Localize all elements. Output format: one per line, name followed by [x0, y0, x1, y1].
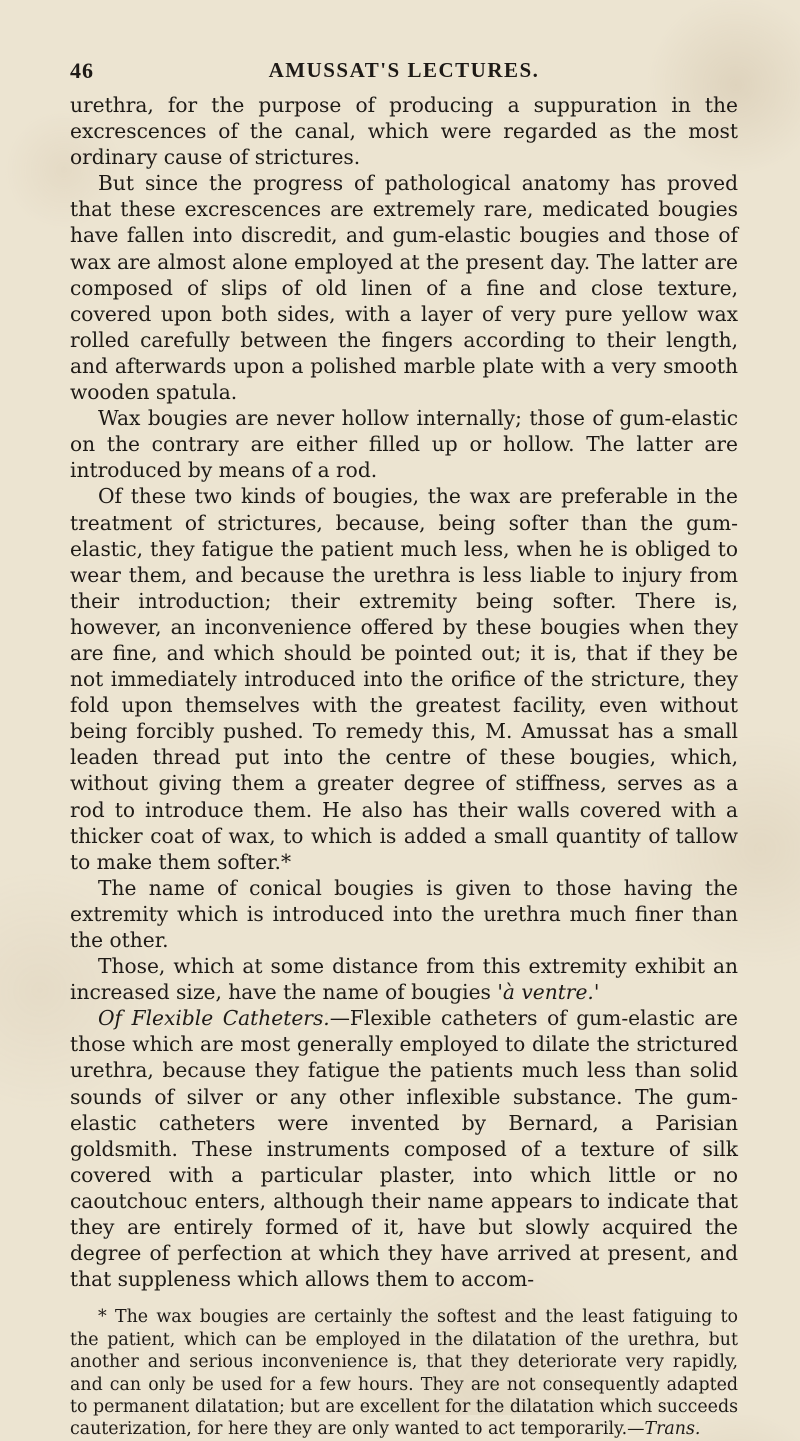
footnote-block [70, 1306, 738, 1440]
section-heading-flexible-catheters: Of Flexible Catheters. [98, 1006, 330, 1031]
page-number: 46 [70, 58, 94, 83]
a-ventre-text: Those, which at some distance from this extremity exhibit an increased size, have the name of bougies [70, 954, 738, 1005]
paragraph-flexible-catheters [70, 1005, 738, 1292]
paragraph-a-ventre [70, 953, 738, 1005]
running-head [70, 58, 738, 92]
body-text [70, 92, 738, 1292]
footnote-text: * The wax bougies are certainly the softest and the least fatiguing to the patient, which can be employed in the dilatation of the urethra, but another and serious inconvenience is, that they deteriorate very rapidly, and can only be used for a few hours. They are not consequently adapted to permanent dilatation; but are excellent for the dilatation which succeeds cauterization, for here they are only wanted to act temporarily.— [70, 1307, 738, 1440]
a-ventre-term: 'à ventre.' [497, 980, 600, 1005]
flexible-catheters-text: —Flexible catheters of gum-elastic are those which are most generally employed to dilate the strictured urethra, because they fatigue the patients much less than solid sounds of silver or any other inflexible substance. The gum-elastic catheters were invented by Bernard, a Parisian goldsmith. These instruments composed of a texture of silk covered with a particular plaster, into which little or no caoutchouc enters, although their name appears to indicate that they are entirely formed of it, have but slowly acquired the degree of perfection at which they have arrived at present, and that suppleness which allows them to accom- [70, 1006, 738, 1292]
footnote-attribution: Trans. [644, 1419, 701, 1440]
paragraph-continued: urethra, for the purpose of producing a suppuration in the excrescences of the canal, which were regarded as the most ordinary cause of strictures. [70, 93, 738, 170]
paragraph-progress-of-anatomy: But since the progress of pathological anatomy has proved that these excrescences are extremely rare, medicated bougies have fallen into discredit, and gum-elastic bougies and those of wax are almost alone employed at the present day. The latter are composed of slips of old linen of a fine and close texture, covered upon both sides, with a layer of very pure yellow wax rolled carefully between the fingers according to their length, and afterwards upon a polished marble plate with a very smooth wooden spatula. [70, 171, 738, 405]
paragraph-wax-bougies: Wax bougies are never hollow internally; those of gum-elastic on the contrary are either filled up or hollow. The latter are introduced by means of a rod. [70, 406, 738, 483]
paragraph-two-kinds: Of these two kinds of bougies, the wax are preferable in the treatment of strictures, because, being softer than the gum-elastic, they fatigue the patient much less, when he is obliged to wear them, and because the urethra is less liable to injury from their introduction; their extremity being softer. There is, however, an inconvenience offered by these bougies when they are fine, and which should be pointed out; it is, that if they be not immediately introduced into the orifice of the stricture, they fold upon themselves with the greatest facility, even without being forcibly pushed. To remedy this, M. Amussat has a small leaden thread put into the centre of these bougies, which, without giving them a greater degree of stiffness, serves as a rod to introduce them. He also has their walls covered with a thicker coat of wax, to which is added a small quantity of tallow to make them softer.* [70, 484, 738, 874]
book-page [70, 58, 738, 1441]
paragraph-conical-bougies: The name of conical bougies is given to those having the extremity which is introduced into the urethra much finer than the other. [70, 875, 738, 952]
footnote [70, 1306, 738, 1440]
running-title: AMUSSAT'S LECTURES. [268, 58, 540, 82]
